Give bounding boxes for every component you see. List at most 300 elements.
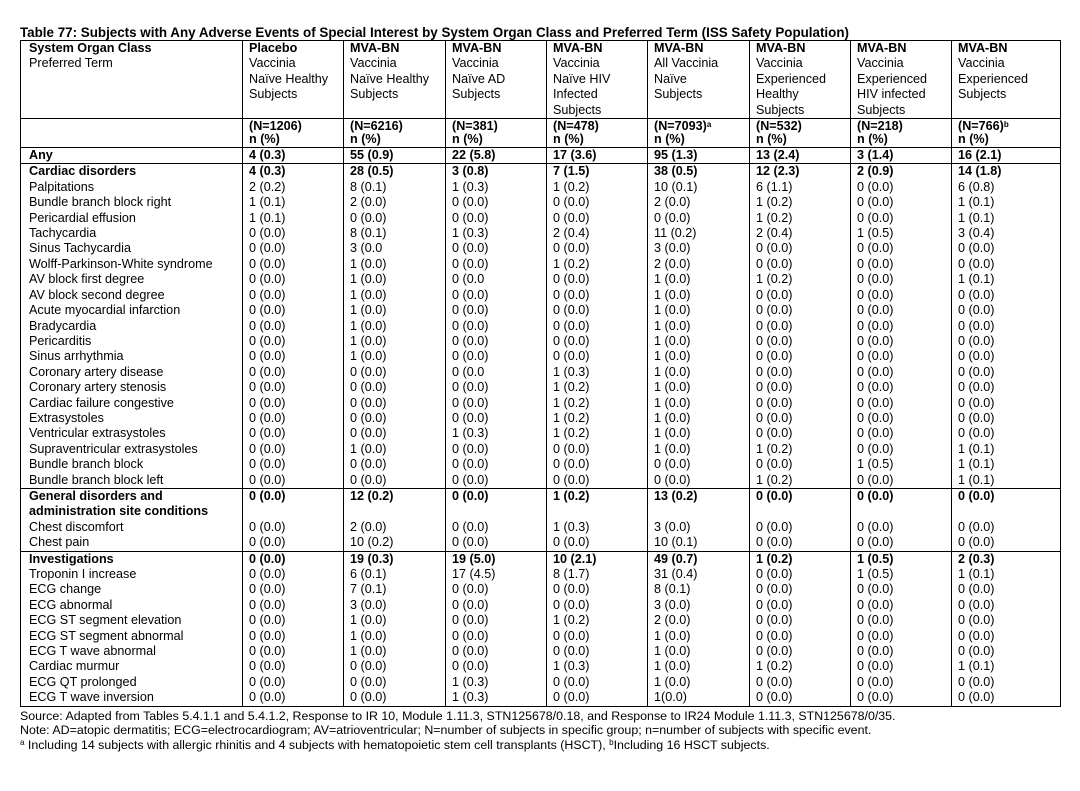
table-cell: 0 (0.0)	[547, 690, 648, 706]
column-count-cell	[547, 119, 648, 148]
table-cell: 1 (0.2)	[750, 211, 851, 226]
table-cell: 0 (0.0)	[952, 334, 1061, 349]
table-cell: 0 (0.0)	[446, 457, 547, 472]
table-cell: 0 (0.0)	[750, 567, 851, 582]
organ-class-row	[21, 488, 1061, 504]
table-cell: 0 (0.0)	[243, 257, 344, 272]
table-cell: 0 (0.0)	[243, 396, 344, 411]
table-cell: 0 (0.0)	[446, 241, 547, 256]
table-row	[21, 380, 1061, 395]
organ-class-row	[21, 504, 1061, 519]
column-header-title: System Organ Class	[29, 41, 152, 55]
column-header	[851, 41, 952, 119]
table-cell: 1 (0.0)	[648, 411, 750, 426]
table-row	[21, 535, 1061, 551]
table-cell: 0 (0.0)	[446, 288, 547, 303]
table-cell: 10 (0.2)	[344, 535, 446, 551]
table-cell: 0 (0.0)	[750, 598, 851, 613]
table-cell: 0 (0.0)	[952, 319, 1061, 334]
table-cell: 0 (0.0)	[851, 180, 952, 195]
row-label: Bundle branch block right	[21, 195, 243, 210]
column-header	[648, 41, 750, 119]
table-cell: 0 (0.0)	[750, 675, 851, 690]
column-header-title: MVA-BN	[756, 41, 806, 55]
table-cell: 1 (0.0)	[344, 629, 446, 644]
table-cell: 1 (0.0)	[344, 644, 446, 659]
table-cell: 0 (0.0)	[952, 675, 1061, 690]
row-label: General disorders and	[21, 488, 243, 504]
table-cell: 1 (0.2)	[750, 473, 851, 489]
document	[20, 26, 1060, 752]
table-cell: 0 (0.0)	[851, 535, 952, 551]
row-label: Bradycardia	[21, 319, 243, 334]
table-cell: 0 (0.0)	[243, 349, 344, 364]
table-cell: 1 (0.3)	[547, 520, 648, 535]
column-header-subtitle: Subjects	[857, 102, 906, 117]
table-cell: 1 (0.2)	[547, 613, 648, 628]
table-cell: 1 (0.0)	[648, 644, 750, 659]
table-cell: 0 (0.0)	[547, 288, 648, 303]
table-cell: 2 (0.0)	[344, 520, 446, 535]
table-cell: 1 (0.0)	[648, 288, 750, 303]
column-footnote-marker: a	[706, 120, 712, 130]
table-cell: 0 (0.0)	[243, 551, 344, 567]
table-cell: 8 (0.1)	[648, 582, 750, 597]
table-cell: 1 (0.1)	[952, 195, 1061, 210]
column-count-cell	[243, 119, 344, 148]
table-cell: 0 (0.0)	[243, 520, 344, 535]
table-cell: 1 (0.2)	[750, 659, 851, 674]
table-notes	[20, 709, 1060, 753]
table-cell: 0 (0.0)	[851, 211, 952, 226]
table-cell: 49 (0.7)	[648, 551, 750, 567]
table-cell: 0 (0.0)	[851, 598, 952, 613]
column-header-subtitle: Subjects	[756, 102, 805, 117]
table-cell: 0 (0.0)	[750, 349, 851, 364]
table-cell: 0 (0.0)	[851, 288, 952, 303]
row-label: Chest discomfort	[21, 520, 243, 535]
table-cell: 1 (0.0)	[648, 629, 750, 644]
column-unit: n (%)	[857, 132, 888, 147]
column-header-subtitle: Naïve AD	[452, 71, 506, 86]
table-cell: 0 (0.0)	[344, 659, 446, 674]
table-cell: 1 (0.2)	[547, 180, 648, 195]
column-header-title: MVA-BN	[350, 41, 400, 55]
table-cell: 0 (0.0)	[547, 582, 648, 597]
table-cell: 3 (0.4)	[952, 226, 1061, 241]
column-header-subtitle: Infected	[553, 87, 598, 102]
table-cell: 0 (0.0)	[952, 644, 1061, 659]
table-row	[21, 257, 1061, 272]
column-count-cell	[446, 119, 547, 148]
column-header-subtitle: Vaccinia	[857, 56, 904, 71]
table-cell: 0 (0.0)	[750, 319, 851, 334]
table-cell: 0 (0.0)	[243, 226, 344, 241]
table-row	[21, 690, 1061, 706]
column-header-title: MVA-BN	[452, 41, 502, 55]
table-cell: 0 (0.0)	[851, 241, 952, 256]
table-row	[21, 319, 1061, 334]
table-cell: 0 (0.0)	[243, 659, 344, 674]
table-row	[21, 288, 1061, 303]
table-cell: 1 (0.0)	[648, 675, 750, 690]
table-cell: 0 (0.0)	[446, 257, 547, 272]
table-cell: 3 (0.0	[344, 241, 446, 256]
column-header	[446, 41, 547, 119]
table-cell	[547, 504, 648, 519]
table-cell: 0 (0.0)	[243, 380, 344, 395]
table-cell: 3 (0.0)	[648, 241, 750, 256]
table-cell: 0 (0.0)	[243, 598, 344, 613]
column-header-subtitle: Preferred Term	[29, 56, 113, 71]
table-cell: 3 (0.8)	[446, 164, 547, 180]
table-cell: 0 (0.0)	[446, 411, 547, 426]
table-cell: 0 (0.0)	[446, 629, 547, 644]
table-cell: 0 (0.0)	[547, 598, 648, 613]
table-cell: 1 (0.1)	[952, 473, 1061, 489]
table-cell: 0 (0.0)	[243, 473, 344, 489]
table-cell: 55 (0.9)	[344, 148, 446, 164]
table-cell: 6 (0.1)	[344, 567, 446, 582]
table-row	[21, 180, 1061, 195]
table-cell: 1 (0.3)	[446, 426, 547, 441]
table-cell: 0 (0.0)	[547, 272, 648, 287]
table-cell: 0 (0.0)	[547, 629, 648, 644]
table-cell: 2 (0.3)	[952, 551, 1061, 567]
table-cell: 7 (0.1)	[344, 582, 446, 597]
table-cell: 1 (0.3)	[547, 659, 648, 674]
table-cell: 95 (1.3)	[648, 148, 750, 164]
table-cell: 1 (0.0)	[648, 442, 750, 457]
table-cell: 0 (0.0)	[243, 535, 344, 551]
table-cell: 3 (0.0)	[648, 598, 750, 613]
table-row	[21, 613, 1061, 628]
header-row	[21, 41, 1061, 119]
table-cell: 0 (0.0)	[243, 567, 344, 582]
table-cell: 6 (1.1)	[750, 180, 851, 195]
table-cell	[750, 504, 851, 519]
row-label: Coronary artery stenosis	[21, 380, 243, 395]
table-cell: 1 (0.1)	[952, 457, 1061, 472]
table-cell: 4 (0.3)	[243, 148, 344, 164]
table-cell: 7 (1.5)	[547, 164, 648, 180]
table-cell: 0 (0.0)	[547, 473, 648, 489]
table-cell: 0 (0.0)	[344, 473, 446, 489]
table-row	[21, 211, 1061, 226]
column-header-subtitle: Subjects	[350, 87, 399, 102]
table-cell: 0 (0.0)	[446, 473, 547, 489]
abbreviation-note: Note: AD=atopic dermatitis; ECG=electrocardiogram; AV=atrioventricular; N=number of subjects in specific group; n=number of subjects with specific event.	[20, 723, 872, 738]
row-label: Sinus arrhythmia	[21, 349, 243, 364]
table-cell: 2 (0.0)	[648, 195, 750, 210]
table-cell: 0 (0.0)	[952, 241, 1061, 256]
table-cell: 0 (0.0)	[851, 380, 952, 395]
table-cell: 1(0.0)	[648, 690, 750, 706]
table-cell: 0 (0.0)	[952, 598, 1061, 613]
table-cell: 0 (0.0)	[851, 582, 952, 597]
table-cell: 0 (0.0)	[851, 426, 952, 441]
table-cell: 0 (0.0)	[446, 659, 547, 674]
table-cell: 0 (0.0)	[243, 442, 344, 457]
table-cell	[344, 504, 446, 519]
column-header-title: MVA-BN	[553, 41, 603, 55]
table-cell: 31 (0.4)	[648, 567, 750, 582]
column-header-subtitle: All Vaccinia	[654, 56, 719, 71]
table-cell: 1 (0.2)	[547, 396, 648, 411]
table-cell: 0 (0.0)	[243, 411, 344, 426]
table-cell: 10 (0.1)	[648, 535, 750, 551]
footnote-b-text: Including 16 HSCT subjects.	[613, 737, 770, 752]
table-cell: 0 (0.0)	[851, 365, 952, 380]
column-header	[750, 41, 851, 119]
table-cell: 0 (0.0)	[750, 241, 851, 256]
table-cell: 0 (0.0)	[547, 334, 648, 349]
table-cell: 0 (0.0)	[446, 582, 547, 597]
table-cell	[952, 504, 1061, 519]
table-cell: 3 (0.0)	[344, 598, 446, 613]
table-cell: 17 (4.5)	[446, 567, 547, 582]
table-row	[21, 349, 1061, 364]
column-n: (N=381)	[452, 119, 498, 134]
table-cell: 0 (0.0)	[446, 380, 547, 395]
column-count-cell	[952, 119, 1061, 148]
table-cell: 0 (0.0)	[952, 690, 1061, 706]
column-header-subtitle: Subjects	[553, 102, 602, 117]
table-cell: 0 (0.0)	[243, 675, 344, 690]
header-count-row	[21, 119, 1061, 148]
column-n: (N=766)	[958, 119, 1004, 134]
column-header-subtitle: Vaccinia	[553, 56, 600, 71]
table-cell: 0 (0.0)	[446, 396, 547, 411]
table-cell: 0 (0.0)	[243, 272, 344, 287]
row-label: ECG abnormal	[21, 598, 243, 613]
table-cell: 14 (1.8)	[952, 164, 1061, 180]
table-row	[21, 272, 1061, 287]
table-cell: 0 (0.0)	[952, 411, 1061, 426]
table-cell: 11 (0.2)	[648, 226, 750, 241]
row-label: ECG T wave inversion	[21, 690, 243, 706]
row-label: Investigations	[21, 551, 243, 567]
table-cell: 1 (0.0)	[648, 319, 750, 334]
table-cell: 2 (0.2)	[243, 180, 344, 195]
column-header-subtitle: Subjects	[654, 87, 703, 102]
table-cell: 1 (0.0)	[344, 319, 446, 334]
footnote-marker-b: b	[609, 737, 614, 747]
column-count-cell	[648, 119, 750, 148]
table-cell: 0 (0.0)	[952, 520, 1061, 535]
table-row	[21, 411, 1061, 426]
table-cell: 0 (0.0)	[952, 426, 1061, 441]
table-cell: 0 (0.0)	[547, 457, 648, 472]
table-cell: 0 (0.0)	[952, 257, 1061, 272]
table-cell: 0 (0.0)	[446, 442, 547, 457]
column-header	[547, 41, 648, 119]
table-cell: 1 (0.0)	[648, 426, 750, 441]
row-label: Cardiac disorders	[21, 164, 243, 180]
table-cell: 2 (0.0)	[648, 257, 750, 272]
row-label: Supraventricular extrasystoles	[21, 442, 243, 457]
table-row	[21, 365, 1061, 380]
table-cell: 0 (0.0)	[243, 426, 344, 441]
table-cell: 0 (0.0)	[547, 241, 648, 256]
table-cell	[243, 504, 344, 519]
footnote-a-text: Including 14 subjects with allergic rhinitis and 4 subjects with hematopoietic stem cell transplants (HSCT),	[24, 737, 610, 752]
row-label: Chest pain	[21, 535, 243, 551]
row-label: Wolff-Parkinson-White syndrome	[21, 257, 243, 272]
table-cell: 0 (0.0)	[344, 380, 446, 395]
table-cell: 0 (0.0)	[243, 288, 344, 303]
table-cell: 0 (0.0)	[851, 411, 952, 426]
table-cell: 0 (0.0)	[547, 442, 648, 457]
row-label: Bundle branch block left	[21, 473, 243, 489]
table-cell	[851, 504, 952, 519]
column-header	[243, 41, 344, 119]
table-cell: 1 (0.5)	[851, 551, 952, 567]
column-header-subtitle: Subjects	[958, 87, 1007, 102]
table-cell: 0 (0.0)	[547, 211, 648, 226]
table-cell: 13 (2.4)	[750, 148, 851, 164]
table-cell: 0 (0.0)	[344, 690, 446, 706]
column-n: (N=532)	[756, 119, 802, 134]
table-cell: 0 (0.0)	[446, 644, 547, 659]
table-cell: 0 (0.0)	[446, 598, 547, 613]
table-cell: 0 (0.0)	[750, 426, 851, 441]
table-cell: 1 (0.0)	[344, 288, 446, 303]
table-cell: 2 (0.0)	[648, 613, 750, 628]
table-cell: 0 (0.0)	[648, 473, 750, 489]
organ-class-row	[21, 164, 1061, 180]
table-cell: 0 (0.0)	[446, 349, 547, 364]
table-cell: 0 (0.0)	[243, 334, 344, 349]
table-cell: 0 (0.0)	[243, 319, 344, 334]
column-header-subtitle: Subjects	[249, 87, 298, 102]
table-cell: 0 (0.0)	[952, 613, 1061, 628]
table-cell: 0 (0.0)	[547, 303, 648, 318]
table-cell: 1 (0.3)	[547, 365, 648, 380]
column-header-subtitle: Naïve HIV	[553, 71, 611, 86]
column-header	[21, 41, 243, 119]
table-cell: 1 (0.3)	[446, 226, 547, 241]
column-header-subtitle: Healthy	[756, 87, 799, 102]
table-cell: 1 (0.2)	[547, 380, 648, 395]
column-unit: n (%)	[553, 132, 584, 147]
table-title: Table 77: Subjects with Any Adverse Events of Special Interest by System Organ Class and Preferred Term (ISS Safety Population)	[20, 25, 849, 40]
table-cell: 28 (0.5)	[344, 164, 446, 180]
column-header-subtitle: Vaccinia	[452, 56, 499, 71]
table-cell: 2 (0.4)	[547, 226, 648, 241]
table-cell: 1 (0.0)	[344, 334, 446, 349]
table-row	[21, 426, 1061, 441]
table-cell: 0 (0.0)	[952, 488, 1061, 504]
table-cell: 1 (0.2)	[547, 411, 648, 426]
source-note: Source: Adapted from Tables 5.4.1.1 and 5.4.1.2, Response to IR 10, Module 1.11.3, STN125678/0.18, and Response to IR24 Module 1.11.3, STN125678/0/35.	[20, 708, 896, 723]
table-row	[21, 396, 1061, 411]
table-cell: 0 (0.0)	[243, 241, 344, 256]
table-cell: 1 (0.0)	[344, 349, 446, 364]
column-n: (N=218)	[857, 119, 903, 134]
table-cell: 0 (0.0)	[851, 520, 952, 535]
column-header-subtitle: Subjects	[452, 87, 501, 102]
table-cell: 0 (0.0)	[750, 380, 851, 395]
table-cell: 19 (5.0)	[446, 551, 547, 567]
table-cell: 38 (0.5)	[648, 164, 750, 180]
row-label: Cardiac failure congestive	[21, 396, 243, 411]
table-cell: 1 (0.1)	[952, 659, 1061, 674]
table-cell: 0 (0.0)	[648, 457, 750, 472]
column-header-subtitle: Experienced	[857, 71, 928, 86]
table-cell: 16 (2.1)	[952, 148, 1061, 164]
table-row	[21, 629, 1061, 644]
row-label: AV block first degree	[21, 272, 243, 287]
table-cell: 0 (0.0)	[446, 488, 547, 504]
table-cell: 22 (5.8)	[446, 148, 547, 164]
table-cell: 0 (0.0)	[446, 319, 547, 334]
table-cell: 0 (0.0)	[446, 303, 547, 318]
table-cell: 1 (0.1)	[952, 211, 1061, 226]
table-cell: 0 (0.0)	[243, 582, 344, 597]
table-cell: 0 (0.0)	[851, 629, 952, 644]
table-cell: 0 (0.0)	[851, 613, 952, 628]
row-label: Pericarditis	[21, 334, 243, 349]
table-row	[21, 644, 1061, 659]
table-cell: 0 (0.0)	[750, 644, 851, 659]
table-cell: 0 (0.0)	[750, 457, 851, 472]
row-label: Troponin I increase	[21, 567, 243, 582]
table-cell: 1 (0.0)	[648, 349, 750, 364]
table-cell: 8 (1.7)	[547, 567, 648, 582]
row-label: Cardiac murmur	[21, 659, 243, 674]
table-row	[21, 442, 1061, 457]
table-cell: 10 (0.1)	[648, 180, 750, 195]
table-cell: 0 (0.0)	[952, 303, 1061, 318]
table-cell: 0 (0.0)	[952, 629, 1061, 644]
column-n: (N=478)	[553, 119, 599, 134]
table-cell: 1 (0.5)	[851, 226, 952, 241]
table-row	[21, 241, 1061, 256]
column-header-subtitle: Naïve Healthy	[249, 71, 329, 86]
row-label: Pericardial effusion	[21, 211, 243, 226]
column-unit: n (%)	[350, 132, 381, 147]
table-cell: 1 (0.0)	[648, 659, 750, 674]
table-cell: 1 (0.2)	[750, 442, 851, 457]
table-cell: 13 (0.2)	[648, 488, 750, 504]
organ-class-row	[21, 148, 1061, 164]
adverse-events-table	[20, 40, 1061, 707]
table-cell: 1 (0.0)	[344, 257, 446, 272]
table-cell: 0 (0.0)	[446, 535, 547, 551]
column-unit: n (%)	[249, 132, 280, 147]
table-cell: 0 (0.0)	[446, 613, 547, 628]
table-cell	[446, 504, 547, 519]
table-cell: 1 (0.2)	[750, 551, 851, 567]
table-cell: 3 (0.0)	[648, 520, 750, 535]
column-n: (N=1206)	[249, 119, 302, 134]
table-cell: 4 (0.3)	[243, 164, 344, 180]
column-header-subtitle: Naïve Healthy	[350, 71, 430, 86]
row-label: Bundle branch block	[21, 457, 243, 472]
column-header-title: MVA-BN	[654, 41, 704, 55]
column-n: (N=6216)	[350, 119, 403, 134]
table-cell: 0 (0.0)	[446, 195, 547, 210]
row-label: AV block second degree	[21, 288, 243, 303]
table-cell: 0 (0.0)	[750, 535, 851, 551]
table-cell: 1 (0.1)	[243, 195, 344, 210]
table-cell: 1 (0.0)	[648, 396, 750, 411]
row-label: ECG QT prolonged	[21, 675, 243, 690]
table-cell: 2 (0.9)	[851, 164, 952, 180]
table-cell: 1 (0.0)	[648, 334, 750, 349]
column-header	[344, 41, 446, 119]
